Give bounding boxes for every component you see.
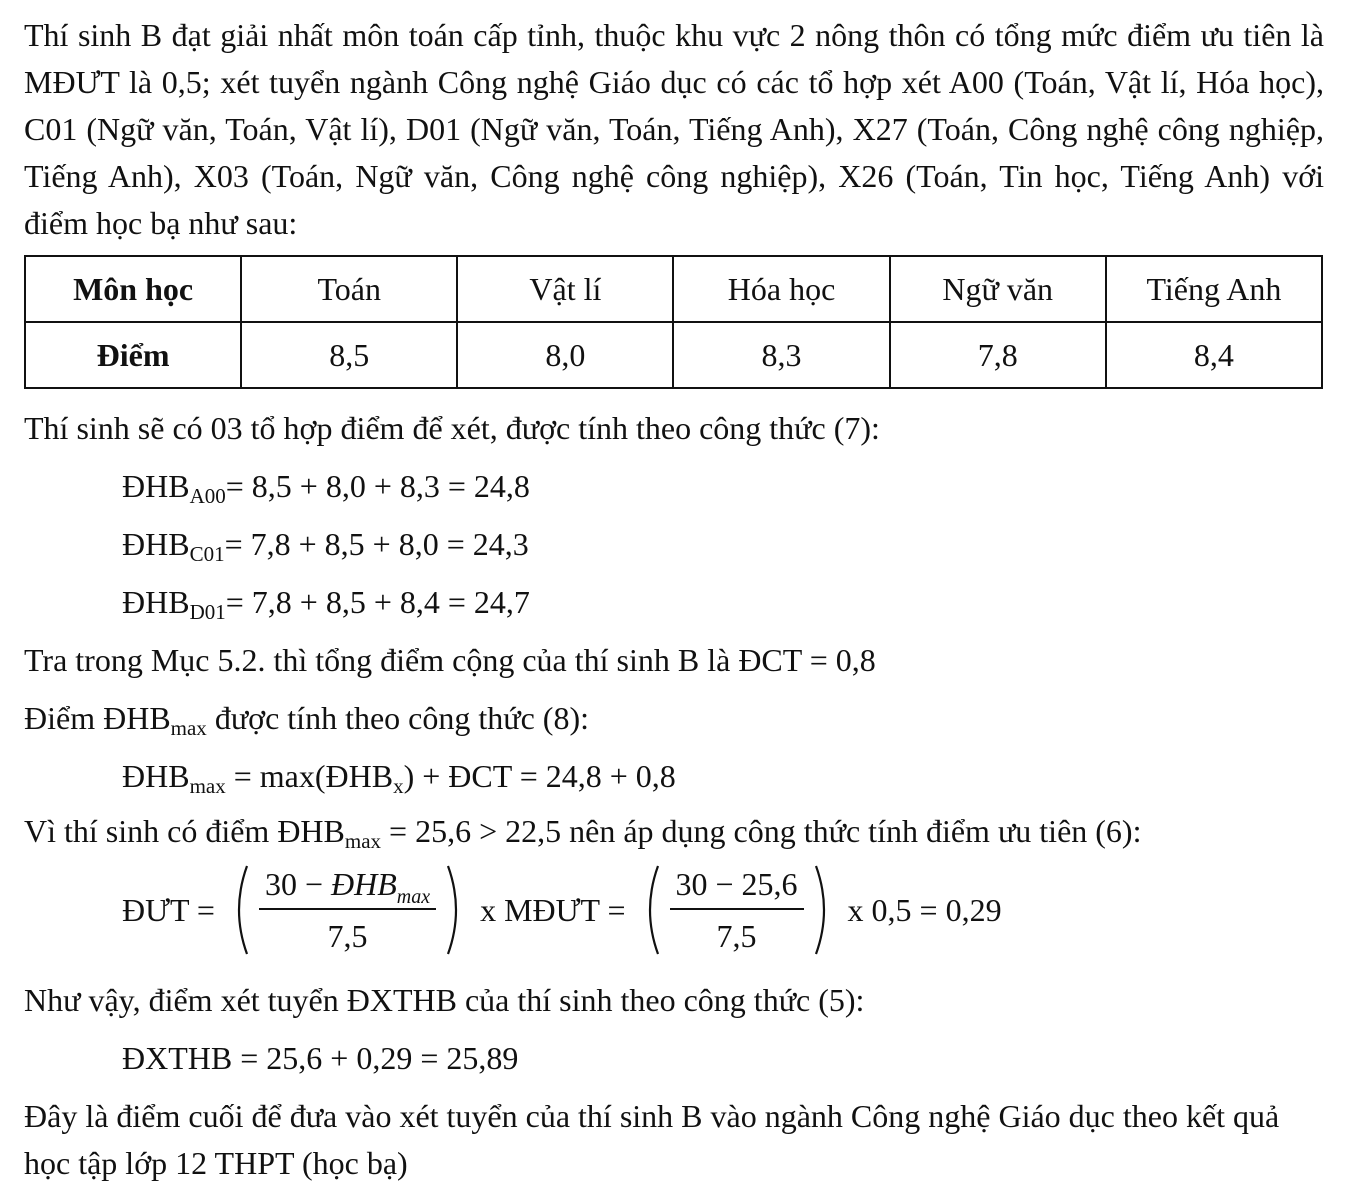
- max-paragraph-post: được tính theo công thức (8):: [206, 700, 589, 736]
- fraction-1-num-sub: max: [396, 886, 431, 908]
- left-paren-1: [227, 862, 253, 958]
- priority-paragraph-sub: max: [344, 829, 382, 853]
- fraction-1-num-b: ĐHB: [331, 866, 397, 902]
- formula-a00-rhs: = 8,5 + 8,0 + 8,3 = 24,8: [225, 468, 530, 504]
- formula-priority: [122, 855, 1002, 965]
- right-paren-2: [810, 862, 836, 958]
- formula-max-rhs: ) + ĐCT = 24,8 + 0,8: [403, 758, 676, 794]
- final-paragraph: Đây là điểm cuối để đưa vào xét tuyển của thí sinh B vào ngành Công nghệ Giáo dục theo kết quả học tập lớp 12 THPT (học bạ): [24, 1098, 1280, 1181]
- formula-c01-lhs: ĐHB: [122, 526, 190, 562]
- fraction-1: [259, 864, 436, 956]
- result-paragraph: Như vậy, điểm xét tuyển ĐXTHB của thí sinh theo công thức (5):: [24, 982, 865, 1018]
- table-cell-math-score: 8,5: [241, 322, 457, 388]
- formula-priority-lhs: ĐƯT =: [122, 891, 215, 928]
- table-header-row: [25, 256, 1322, 322]
- formula-result: ĐXTHB = 25,6 + 0,29 = 25,89: [122, 1040, 519, 1076]
- formula-max-sub2: x: [393, 774, 404, 798]
- max-paragraph: [24, 695, 589, 742]
- fraction-1-numerator: [259, 864, 436, 910]
- table-cell-english-score: 8,4: [1106, 322, 1322, 388]
- left-paren-2: [638, 862, 664, 958]
- formula-max-sub: max: [189, 774, 226, 798]
- fraction-2-numerator: 30 − 25,6: [670, 864, 804, 910]
- formula-d01-lhs: ĐHB: [122, 584, 190, 620]
- fraction-1-num-a: 30 −: [264, 866, 331, 902]
- priority-paragraph-post: = 25,6 > 22,5 nên áp dụng công thức tính điểm ưu tiên (6):: [381, 813, 1142, 849]
- priority-paragraph: [24, 808, 1141, 855]
- score-table: [24, 255, 1323, 389]
- table-cell-literature-score: 7,8: [890, 322, 1106, 388]
- fraction-2: [670, 864, 804, 956]
- formula-a00-sub: A00: [189, 484, 226, 508]
- formula-d01-rhs: = 7,8 + 8,5 + 8,4 = 24,7: [225, 584, 530, 620]
- table-cell-physics-score: 8,0: [457, 322, 673, 388]
- table-cell-math: Toán: [241, 256, 457, 322]
- intro-paragraph: Thí sinh B đạt giải nhất môn toán cấp tỉnh, thuộc khu vực 2 nông thôn có tổng mức điểm ưu tiên là MĐƯT là 0,5; xét tuyển ngành Công nghệ Giáo dục có các tổ hợp xét A00 (Toán, Vật lí, Hóa học), C01 (Ngữ văn, Toán, Vật lí), D01 (Ngữ văn, Toán, Tiếng Anh), X27 (Toán, Công nghệ công nghiệp, Tiếng Anh), X03 (Toán, Ngữ văn, Công nghệ công nghiệp), X26 (Toán, Tin học, Tiếng Anh) với điểm học bạ như sau:: [24, 17, 1324, 241]
- formula-a00: [122, 463, 530, 510]
- fraction-1-denominator: 7,5: [327, 918, 368, 954]
- table-cell-physics: Vật lí: [457, 256, 673, 322]
- formula-max: [122, 753, 676, 800]
- formula-c01-rhs: = 7,8 + 8,5 + 8,0 = 24,3: [224, 526, 529, 562]
- max-paragraph-pre: Điểm ĐHB: [24, 700, 171, 736]
- formula-priority-mid: x MĐƯT =: [480, 891, 626, 928]
- priority-paragraph-pre: Vì thí sinh có điểm ĐHB: [24, 813, 345, 849]
- formula-c01-sub: C01: [189, 542, 225, 566]
- table-cell-score-label: Điểm: [25, 322, 241, 388]
- table-cell-chemistry: Hóa học: [673, 256, 889, 322]
- table-score-row: [25, 322, 1322, 388]
- formula-max-mid: = max(ĐHB: [225, 758, 394, 794]
- right-paren-1: [442, 862, 468, 958]
- table-cell-subject-label: Môn học: [25, 256, 241, 322]
- formula-c01: [122, 521, 529, 568]
- formula-d01-sub: D01: [189, 600, 226, 624]
- bonus-paragraph: Tra trong Mục 5.2. thì tổng điểm cộng của thí sinh B là ĐCT = 0,8: [24, 642, 876, 678]
- table-cell-literature: Ngữ văn: [890, 256, 1106, 322]
- table-cell-english: Tiếng Anh: [1106, 256, 1322, 322]
- max-paragraph-sub: max: [170, 716, 207, 740]
- formula-a00-lhs: ĐHB: [122, 468, 190, 504]
- formula-d01: [122, 579, 530, 626]
- fraction-2-denominator: 7,5: [716, 918, 757, 954]
- table-cell-chemistry-score: 8,3: [673, 322, 889, 388]
- formula-max-lhs: ĐHB: [122, 758, 190, 794]
- formula-priority-rhs: x 0,5 = 0,29: [847, 891, 1002, 928]
- combos-paragraph: Thí sinh sẽ có 03 tổ hợp điểm để xét, được tính theo công thức (7):: [24, 410, 880, 446]
